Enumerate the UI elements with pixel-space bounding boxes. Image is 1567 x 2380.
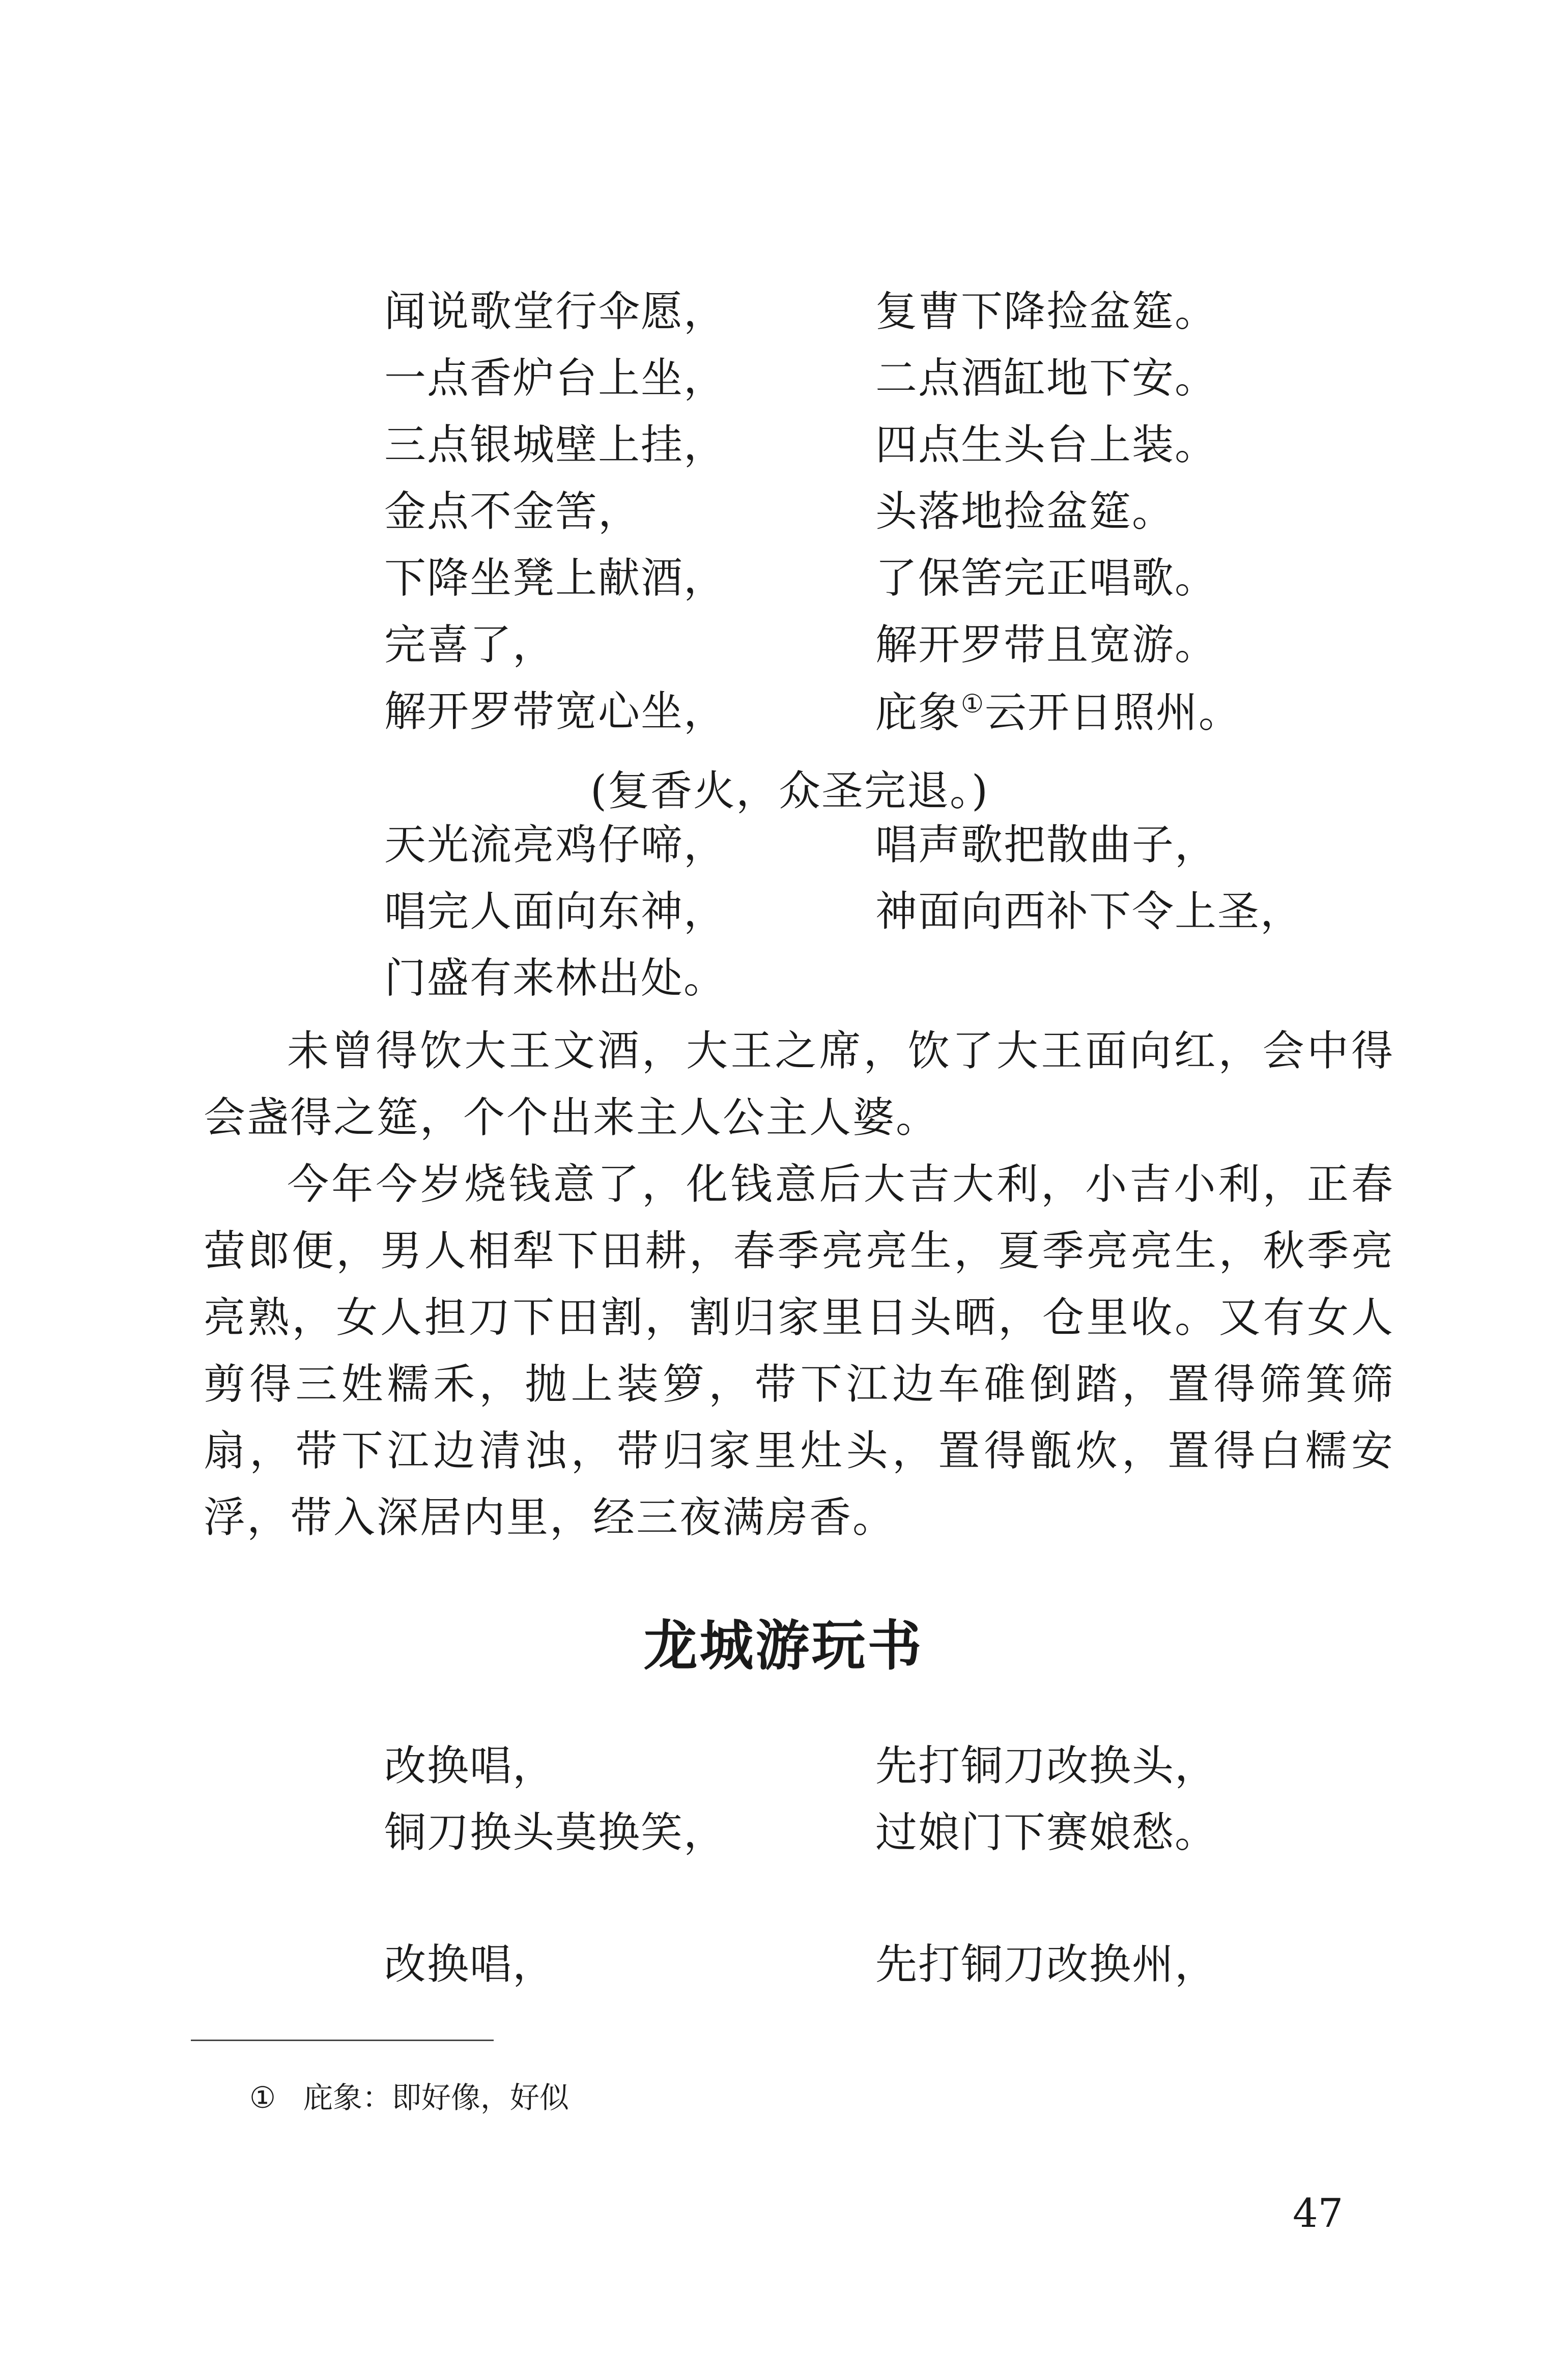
verse-line-right: 四点生头台上装。 bbox=[875, 421, 1218, 469]
footnote-ref: ① bbox=[961, 689, 985, 719]
stage-direction: (复香火，众圣完退。) bbox=[590, 767, 989, 815]
page-number: 47 bbox=[1293, 2191, 1344, 2236]
verse-line-left: 下降坐凳上献酒， bbox=[384, 554, 727, 603]
verse-line-left: 一点香炉台上坐， bbox=[384, 354, 727, 403]
verse-line-left: 改换唱， bbox=[384, 1940, 556, 1989]
prose-paragraph: 今年今岁烧钱意了，化钱意后大吉大利，小吉小利，正春萤郎便，男人相犁下田耕，春季亮亮生，夏季亮亮生，秋季亮亮熟，女人担刀下田割，割归家里日头晒，仓里收。又有女人剪得三姓糯禾，抛上装箩，带下江边车碓倒踏，置得筛箕筛扇，带下江边清浊，带归家里灶头，置得甑炊，置得白糯安浮，带入深居内里，经三夜满房香。 bbox=[204, 1160, 1394, 1542]
verse-line-right: 先打铜刀改换头， bbox=[875, 1742, 1218, 1790]
verse-line-right: 先打铜刀改换州， bbox=[875, 1940, 1218, 1989]
verse-line-right: 解开罗带且宽游。 bbox=[875, 621, 1218, 669]
verse-line-right: 过娘门下赛娘愁。 bbox=[875, 1809, 1218, 1857]
verse-line-right: 头落地捡盆筵。 bbox=[875, 488, 1175, 536]
verse-line-left: 改换唱， bbox=[384, 1742, 556, 1790]
verse-text: 云开日照州。 bbox=[984, 689, 1241, 737]
footnote bbox=[249, 2074, 569, 2116]
verse-line-right: 了保筈完正唱歌。 bbox=[875, 554, 1218, 603]
verse-line-left: 金点不金筈， bbox=[384, 488, 641, 536]
verse-line-left: 天光流亮鸡仔啼， bbox=[384, 821, 727, 869]
verse-line-right: 复曹下降捡盆筵。 bbox=[875, 288, 1218, 336]
verse-line-right: 二点酒缸地下安。 bbox=[875, 354, 1218, 403]
verse-line-left: 解开罗带宽心坐， bbox=[384, 687, 727, 736]
verse-line-left: 三点银城壁上挂， bbox=[384, 421, 727, 469]
verse-line-right bbox=[875, 689, 1241, 737]
verse-line-left: 门盛有来林出处。 bbox=[384, 954, 727, 1002]
prose-paragraph: 未曾得饮大王文酒，大王之席，饮了大王面向红，会中得会盏得之筵，个个出来主人公主人婆。 bbox=[204, 1027, 1394, 1142]
verse-line-left: 完喜了， bbox=[384, 621, 556, 669]
verse-line-right: 唱声歌把散曲子， bbox=[875, 821, 1218, 869]
verse-line-left: 闻说歌堂行伞愿， bbox=[384, 288, 727, 336]
verse-line-left: 铜刀换头莫换笑， bbox=[384, 1809, 727, 1857]
footnote-mark: ① bbox=[249, 2080, 276, 2115]
verse-text: 庇象 bbox=[875, 689, 961, 737]
verse-line-right: 神面向西补下令上圣， bbox=[875, 887, 1303, 936]
footnote-text: 庇象：即好像，好似 bbox=[303, 2080, 569, 2115]
footnote-divider bbox=[191, 2040, 494, 2041]
verse-line-left: 唱完人面向东神， bbox=[384, 887, 727, 936]
section-title: 龙城游玩书 bbox=[643, 1615, 924, 1677]
